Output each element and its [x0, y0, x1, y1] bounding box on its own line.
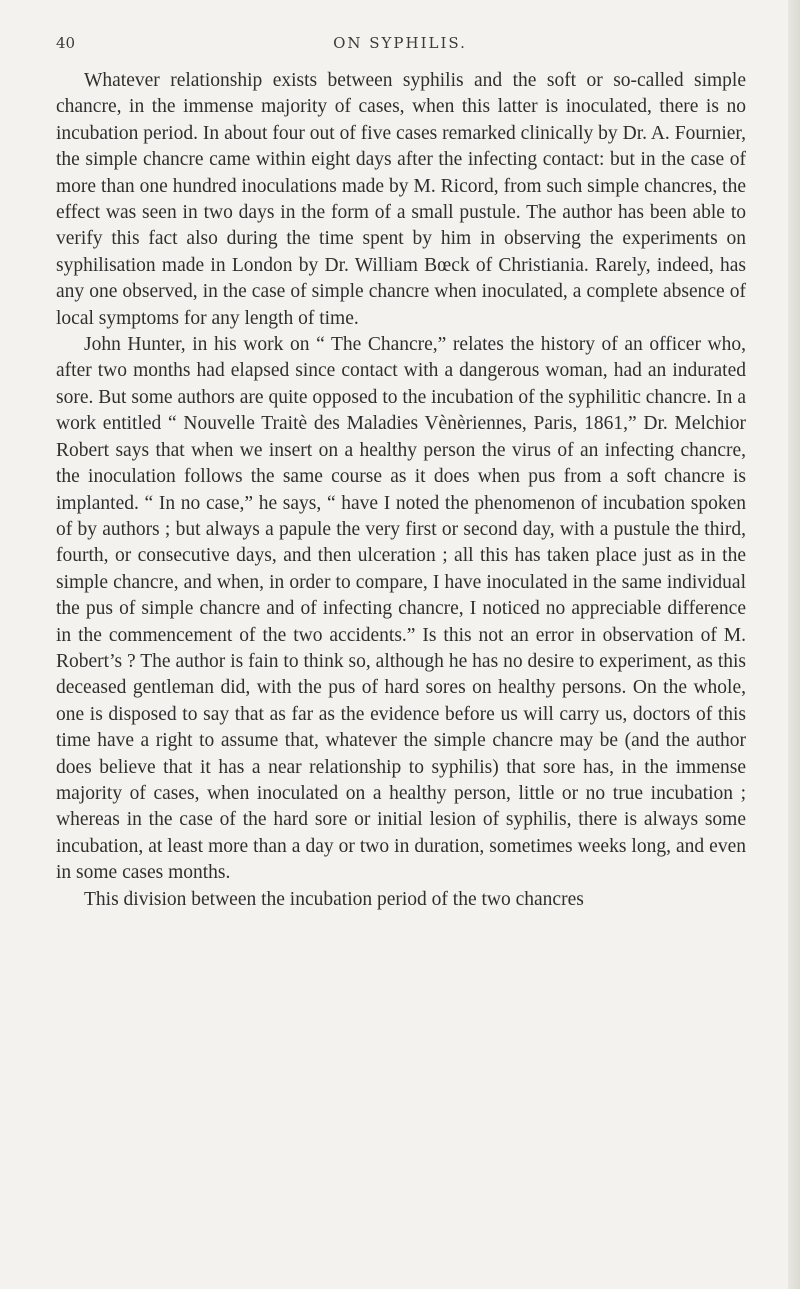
paragraph-2: John Hunter, in his work on “ The Chancre,” relates the history of an officer who, after two months had elapsed since contact with a dangerous woman, had an indurated sore. But some authors are quite opposed to the incubation of the syphilitic chancre. In a work entitled “ Nouvelle Traitè des Maladies Vènèriennes, Paris, 1861,” Dr. Melchior Robert says that when we insert on a healthy person the virus of an infecting chancre, the inoculation follows the same course as it does when pus from a soft chancre is implanted. “ In no case,” he says, “ have I noted the phenomenon of incubation spoken of by authors ; but always a papule the very first or second day, with a pustule the third, fourth, or consecutive days, and then ulceration ; all this has taken place just as in the simple chancre, and when, in order to compare, I have inoculated in the same individual the pus of simple chancre and of infecting chancre, I noticed no appreciable difference in the commencement of the two accidents.” Is this not an error in observation of M. Robert’s ? The author is fain to think so, although he has no desire to experiment, as this deceased gentleman did, with the pus of hard sores on healthy persons. On the whole, one is disposed to say that as far as the evidence before us will carry us, doctors of this time have a right to assume that, whatever the simple chancre may be (and the author does believe that it has a near relationship to syphilis) that sore has, in the immense majority of cases, when inoculated on a healthy person, little or no true incubation ; whereas in the case of the hard sore or initial lesion of syphilis, there is always some incubation, at least more than a day or two in duration, sometimes weeks long, and even in some cases months.: [56, 334, 746, 884]
page-edge: [788, 0, 800, 1289]
page-number: 40: [56, 34, 76, 52]
paragraph-1: Whatever relationship exists between syphilis and the soft or so-called simple chancre, in the immense majority of cases, when this latter is inoculated, there is no incubation period. In about four out of five cases remarked clinically by Dr. A. Fournier, the simple chancre came within eight days after the infecting contact: but in the case of more than one hundred inoculations made by M. Ricord, from such simple chancres, the effect was seen in two days in the form of a small pustule. The author has been able to verify this fact also during the time spent by him in observing the experiments on syphilisation made in London by Dr. William Bœck of Christiania. Rarely, indeed, has any one observed, in the case of simple chancre when inoculated, a complete absence of local symptoms for any length of time.: [56, 70, 746, 329]
body-text: [56, 68, 746, 913]
paragraph-3: This division between the incubation period of the two chancres: [84, 888, 584, 910]
running-head: [56, 34, 744, 56]
running-title: ON SYPHILIS.: [333, 34, 467, 52]
